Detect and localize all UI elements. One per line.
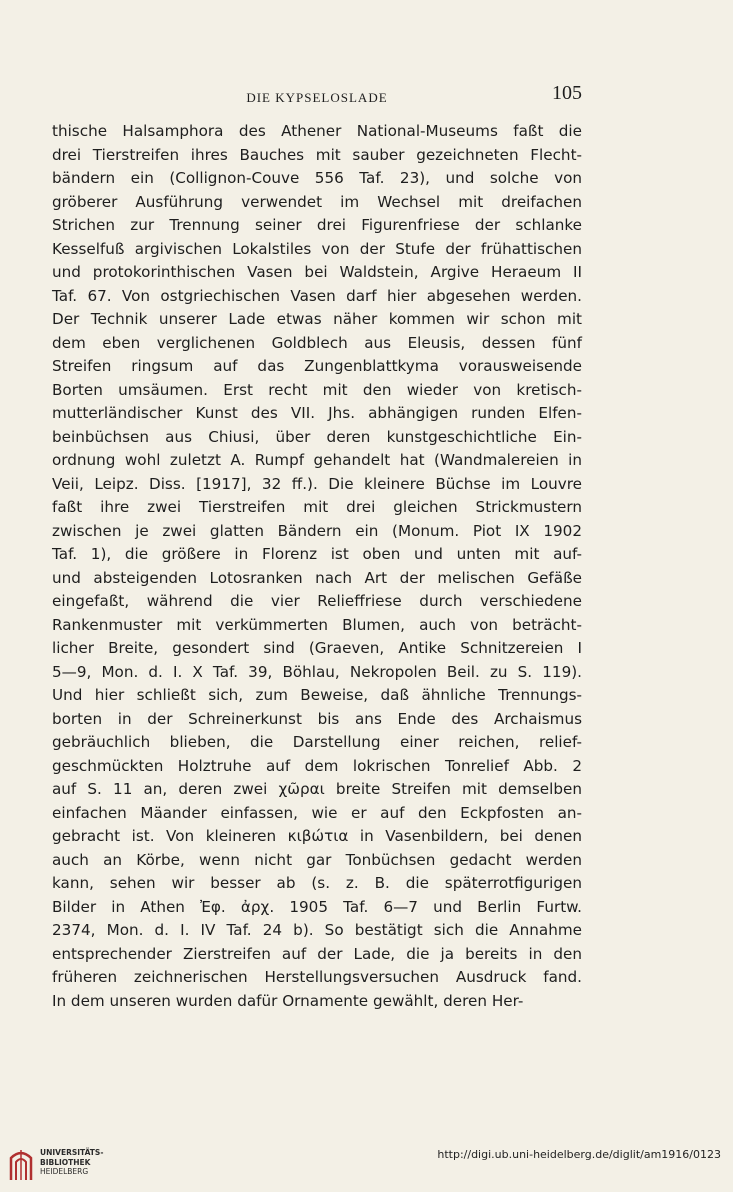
- text-line: auf S. 11 an, deren zwei χῶραι breite Streifen mit demselben: [52, 780, 582, 798]
- text-line: geschmückten Holztruhe auf dem lokrischen Tonrelief Abb. 2: [52, 756, 582, 775]
- running-title: DIE KYPSELOSLADE: [246, 90, 388, 105]
- text-line: faßt ihre zwei Tierstreifen mit drei gleichen Strickmustern: [52, 498, 582, 516]
- text-line: Taf. 67. Von ostgriechischen Vasen darf hier abgesehen werden.: [52, 286, 582, 305]
- text-line: Veii, Leipz. Diss. [1917], 32 ff.). Die kleinere Büchse im Louvre: [52, 474, 582, 493]
- text-line: ordnung wohl zuletzt A. Rumpf gehandelt hat (Wandmalereien in: [52, 451, 582, 469]
- text-line: borten in der Schreinerkunst bis ans Ende des Archaismus: [52, 709, 582, 728]
- library-name-line: HEIDELBERG: [40, 1167, 89, 1176]
- text-line: einfachen Mäander einfassen, wie er auf den Eckpfosten an-: [52, 803, 582, 822]
- text-line: Strichen zur Trennung seiner drei Figurenfriese der schlanke: [52, 216, 582, 234]
- text-line: Taf. 1), die größere in Florenz ist oben und unten mit auf-: [52, 545, 582, 563]
- text-line: Streifen ringsum auf das Zungenblattkyma vorausweisende: [52, 357, 582, 375]
- library-emblem-icon: [8, 1146, 34, 1182]
- page-header: [52, 82, 582, 112]
- source-url[interactable]: http://digi.ub.uni-heidelberg.de/diglit/am1916/0123: [437, 1148, 721, 1161]
- library-logo[interactable]: [8, 1146, 128, 1184]
- text-line: Und hier schließt sich, zum Beweise, daß ähnliche Trennungs-: [52, 686, 582, 704]
- library-name: [40, 1148, 103, 1177]
- text-line: gebracht ist. Von kleineren κιβώτια in Vasenbildern, bei denen: [52, 827, 582, 845]
- text-line: auch an Körbe, wenn nicht gar Tonbüchsen gedacht werden: [52, 850, 582, 869]
- text-line: eingefaßt, während die vier Relieffriese durch verschiedene: [52, 592, 582, 610]
- text-line: mutterländischer Kunst des VII. Jhs. abhängigen runden Elfen-: [52, 404, 582, 422]
- text-line: bändern ein (Collignon-Couve 556 Taf. 23), und solche von: [52, 169, 582, 187]
- body-text: [52, 120, 582, 1013]
- library-name-line: UNIVERSITÄTS-: [40, 1148, 104, 1157]
- text-line: kann, sehen wir besser ab (s. z. B. die späterrotfigurigen: [52, 874, 582, 892]
- text-line: und protokorinthischen Vasen bei Waldstein, Argive Heraeum II: [52, 263, 582, 281]
- library-name-line: BIBLIOTHEK: [40, 1157, 91, 1167]
- text-line: thische Halsamphora des Athener National-Museums faßt die: [52, 122, 582, 140]
- text-line: entsprechender Zierstreifen auf der Lade, die ja bereits in den: [52, 944, 582, 963]
- text-line: Kesselfuß argivischen Lokalstiles von der Stufe der frühattischen: [52, 239, 582, 258]
- text-line: zwischen je zwei glatten Bändern ein (Monum. Piot IX 1902: [52, 521, 582, 540]
- text-line: gröberer Ausführung verwendet im Wechsel mit dreifachen: [52, 192, 582, 211]
- text-line: Der Technik unserer Lade etwas näher kommen wir schon mit: [52, 310, 582, 328]
- text-line: gebräuchlich blieben, die Darstellung einer reichen, relief-: [52, 733, 582, 751]
- text-line: licher Breite, gesondert sind (Graeven, Antike Schnitzereien I: [52, 639, 582, 657]
- text-line: dem eben verglichenen Goldblech aus Eleusis, dessen fünf: [52, 333, 582, 352]
- text-line: drei Tierstreifen ihres Bauches mit sauber gezeichneten Flecht-: [52, 145, 582, 164]
- text-line: Borten umsäumen. Erst recht mit den wieder von kretisch-: [52, 380, 582, 399]
- text-line: und absteigenden Lotosranken nach Art der melischen Gefäße: [52, 568, 582, 587]
- text-line: beinbüchsen aus Chiusi, über deren kunstgeschichtliche Ein-: [52, 427, 582, 446]
- text-line: 5—9, Mon. d. I. X Taf. 39, Böhlau, Nekropolen Beil. zu S. 119).: [52, 662, 582, 681]
- text-line: 2374, Mon. d. I. IV Taf. 24 b). So bestätigt sich die Annahme: [52, 921, 582, 939]
- text-line: In dem unseren wurden dafür Ornamente gewählt, deren Her-: [52, 991, 524, 1010]
- text-line: Rankenmuster mit verkümmerten Blumen, auch von beträcht-: [52, 615, 582, 634]
- page-number: 105: [552, 82, 582, 104]
- text-line: früheren zeichnerischen Herstellungsversuchen Ausdruck fand.: [52, 968, 582, 986]
- text-line: Bilder in Athen Ἐφ. ἀρχ. 1905 Taf. 6—7 und Berlin Furtw.: [52, 897, 582, 916]
